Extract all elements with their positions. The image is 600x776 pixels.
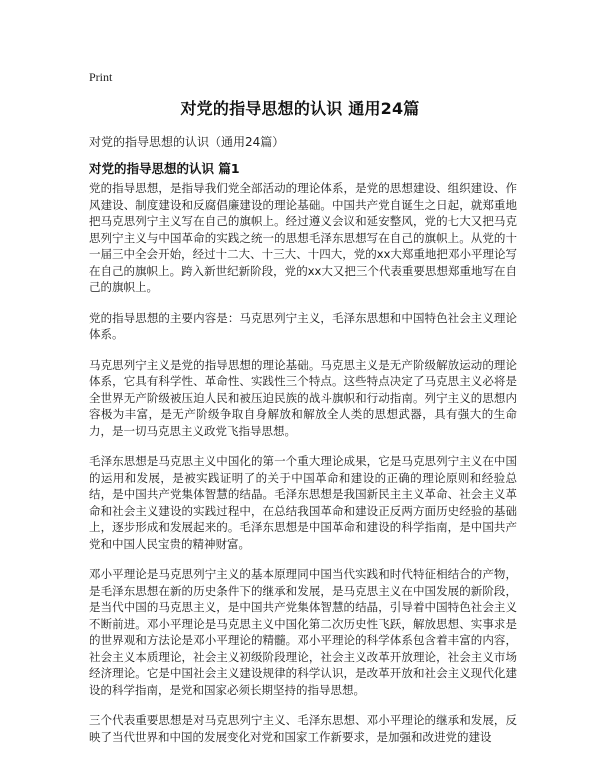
paragraph-5: 邓小平理论是马克思列宁主义的基本原理同中国当代实践和时代特征相结合的产物，是毛泽东思想在新的历史条件下的继承和发展，是马克思主义在中国发展的新阶段，是当代中国的马克思主义，是中国共产党集体智慧的结晶，引导着中国特色社会主义不断前进。邓小平理论是马克思主义中国化第二次历史性飞跃，解放思想、实事求是的世界观和方法论是邓小平理论的精髓。邓小平理论的科学体系包含着丰富的内容，社会主义本质理论，社会主义初级阶段理论，社会主义改革开放理论，社会主义市场经济理论。它是中国社会主义建设规律的科学认识，是改革开放和社会主义现代化建设的科学指南，是党和国家必须长期坚持的指导思想。 (89, 567, 517, 697)
paragraph-2: 党的指导思想的主要内容是：马克思列宁主义，毛泽东思想和中国特色社会主义理论体系。 (89, 310, 517, 341)
section-heading: 对党的指导思想的认识 篇1 (89, 161, 240, 176)
document-title: 对党的指导思想的认识 通用24篇 (180, 99, 420, 118)
paragraph-3: 马克思列宁主义是党的指导思想的理论基础。马克思主义是无产阶级解放运动的理论体系，它具有科学性、革命性、实践性三个特点。这些特点决定了马克思主义必将是全世界无产阶级被压迫人民和被压迫民族的战斗旗帜和行动指南。列宁主义的思想内容极为丰富，是无产阶级争取自身解放和解放全人类的思想武器，具有强大的生命力，是一切马克思主义政党飞指导思想。 (89, 357, 517, 438)
document-subtitle: 对党的指导思想的认识（通用24篇） (89, 135, 285, 149)
paragraph-1: 党的指导思想，是指导我们党全部活动的理论体系，是党的思想建设、组织建设、作风建设、制度建设和反腐倡廉建设的理论基础。中国共产党自诞生之日起，就郑重地把马克思列宁主义写在自己的旗帜上。经过遵义会议和延安整风，党的七大又把马克思列宁主义与中国革命的实践之统一的思想毛泽东思想写在自己的旗帜上。从党的十一届三中全会开始，经过十二大、十三大、十四大，党的xx大郑重地把邓小平理论写在自己的旗帜上。跨入新世纪新阶段，党的xx大又把三个代表重要思想郑重地写在自己的旗帜上。 (89, 181, 517, 294)
print-link[interactable]: Print (89, 70, 113, 84)
document-body (89, 180, 517, 759)
paragraph-4: 毛泽东思想是马克思主义中国化的第一个重大理论成果，它是马克思列宁主义在中国的运用和发展，是被实践证明了的关于中国革命和建设的正确的理论原则和经验总结，是中国共产党集体智慧的结晶。毛泽东思想是我国新民主主义革命、社会主义革命和社会主义建设的实践过程中，在总结我国革命和建设正反两方面历史经验的基础上，逐步形成和发展起来的。毛泽东思想是中国革命和建设的科学指南，是中国共产党和中国人民宝贵的精神财富。 (89, 454, 517, 551)
paragraph-6: 三个代表重要思想是对马克思列宁主义、毛泽东思想、邓小平理论的继承和发展，反映了当代世界和中国的发展变化对党和国家工作新要求，是加强和改进党的建设 (89, 713, 517, 744)
